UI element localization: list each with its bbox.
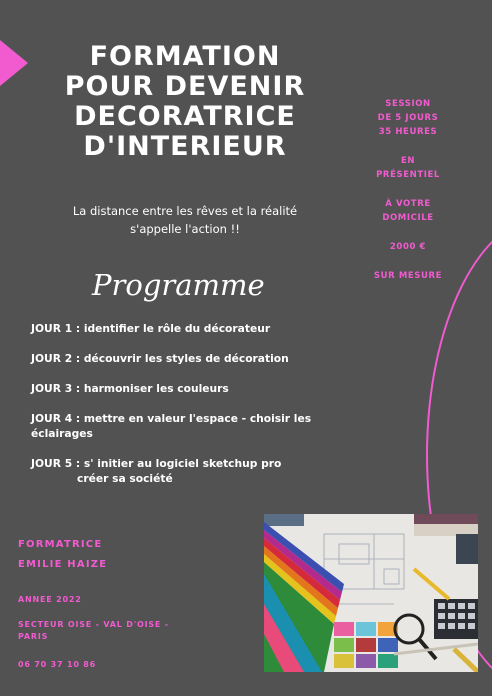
tagline-line: s'appelle l'action !! [130,222,240,236]
program-day-5 [31,456,351,486]
program-day-2: JOUR 2 : découvrir les styles de décoration [31,352,289,365]
design-tools-photo [264,514,478,672]
session-custom: SUR MESURE [373,271,443,281]
day-4-line-2: éclairages [31,427,93,440]
session-details [358,97,458,298]
session-duration [358,97,458,139]
session-location [358,197,458,225]
trainer-block [18,535,107,575]
day-5-line-1: JOUR 5 : s' initier au logiciel sketchup pro [31,457,282,470]
trainer-label: FORMATRICE [18,539,103,550]
sector-line-1: SECTEUR OISE - VAL D'OISE - [18,620,169,629]
session-price: 2000 € [389,242,427,252]
title-line: POUR DEVENIR [64,71,306,102]
program-day-4 [31,411,351,441]
mode-line: EN [400,156,416,166]
sector-line-2: PARIS [18,632,49,641]
location-line: À VOTRE [385,199,431,209]
pink-triangle-decoration [0,40,28,86]
mode-line: PRÉSENTIEL [376,170,440,180]
program-heading: Programme [92,268,265,302]
session-line: SESSION [385,99,431,109]
year: ANNEE 2022 [18,595,82,604]
phone-number: 06 70 37 10 86 [18,660,97,669]
page-title [40,42,330,162]
title-line: DECORATRICE [74,101,296,132]
location-line: DOMICILE [382,213,434,223]
program-day-3: JOUR 3 : harmoniser les couleurs [31,382,229,395]
tagline [40,202,330,238]
sector [18,619,169,643]
design-tools-illustration [264,514,478,672]
title-line: D'INTERIEUR [83,131,287,162]
program-day-1: JOUR 1 : identifier le rôle du décorateur [31,322,271,335]
day-4-line-1: JOUR 4 : mettre en valeur l'espace - choisir les [31,412,312,425]
tagline-line: La distance entre les rêves et la réalité [72,204,298,218]
title-line: FORMATION [89,41,281,72]
session-mode [358,154,458,182]
session-line: 35 HEURES [378,127,438,137]
day-5-line-2: créer sa société [77,472,173,485]
session-line: DE 5 JOURS [377,113,439,123]
trainer-name: EMILIE HAIZE [18,559,108,570]
